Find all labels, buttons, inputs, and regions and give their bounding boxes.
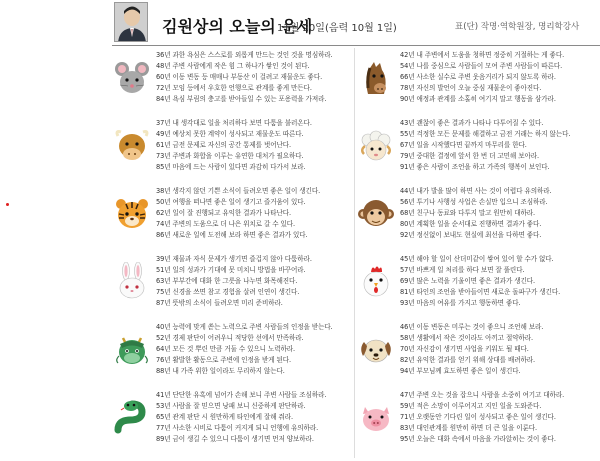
fortune-line: 49년 예상치 못한 계약이 성사되고 재물운도 따른다. <box>156 130 304 138</box>
fortune-line: 92년 정신없이 보내도 현실에 최선을 다하면 좋다. <box>400 231 542 239</box>
zodiac-block-ox <box>112 118 356 186</box>
fortune-line: 42년 내 주변에서 도움을 청하면 정중히 거절하는 게 좋다. <box>400 51 565 59</box>
fortune-line: 70년 자신감이 생기면 사업을 키워도 될 때다. <box>400 345 529 353</box>
dog-icon <box>356 330 396 370</box>
fortune-line: 82년 유익한 결과를 얻기 위해 상대를 배려하라. <box>400 356 536 364</box>
fortune-line: 88년 내 가족 위한 일이라도 무리하지 않는다. <box>156 367 285 375</box>
monkey-icon <box>356 194 396 234</box>
rat-icon <box>112 58 152 98</box>
fortune-line: 64년 모든 것 뿌린 만큼 거둘 수 있으니 노력하라. <box>156 345 296 353</box>
red-dot-marker <box>6 203 9 206</box>
ox-icon <box>112 126 152 166</box>
date-label: 11월 20일(음력 10월 1일) <box>277 23 397 34</box>
fortune-line: 69년 많은 노력을 기울이면 좋은 결과가 생긴다. <box>400 277 536 285</box>
fortune-line: 47년 주변 오는 것을 잡으니 사람을 소중히 여기고 대하라. <box>400 391 565 399</box>
zodiac-block-rooster <box>356 254 600 322</box>
sheep-icon <box>356 126 396 166</box>
fortune-line: 78년 자신의 발언이 오늘 중심 재물운이 좋아진다. <box>400 84 542 92</box>
fortune-line: 75년 신경을 쓰면 참고 경험을 살려 인연이 생긴다. <box>156 288 300 296</box>
fortune-line: 95년 오늘은 대화 속에서 마음을 가라앉히는 것이 좋다. <box>400 435 556 443</box>
fortune-line: 46년 이동 변동은 미루는 것이 좋으니 조언해 보라. <box>400 323 544 331</box>
rabbit-icon <box>112 262 152 302</box>
fortune-line: 80년 계획한 일을 순서대로 진행하면 결과가 좋다. <box>400 220 542 228</box>
fortune-line: 39년 재물과 자식 문제가 생기면 즐겁지 않아 다툼하라. <box>156 255 312 263</box>
fortune-line: 83년 대인관계를 원만히 하면 더 큰 일을 이룬다. <box>400 424 538 432</box>
fortune-line: 36년 과한 욕심은 스스로를 외롭게 만드는 것인 것을 명심하라. <box>156 51 333 59</box>
fortune-line: 71년 오랫동안 기다린 일이 성사되고 좋은 일이 생긴다. <box>400 413 556 421</box>
zodiac-block-horse <box>356 50 600 118</box>
fortune-line: 73년 주변과 화합을 이루는 유연한 대처가 필요하다. <box>156 152 304 160</box>
fortune-line: 37년 내 생각대로 일을 처리하다 보면 다툼을 불러온다. <box>156 119 312 127</box>
fortune-line: 45년 해야 할 일이 산더미같이 쌓여 있어 할 수가 없다. <box>400 255 554 263</box>
fortune-line: 53년 사람을 잘 믿으면 낭패 보니 신중하게 판단하라. <box>156 402 306 410</box>
author-label: 표(단) 작명·역학원장, 명리학강사 <box>455 22 580 32</box>
zodiac-block-rat <box>112 50 356 118</box>
fortune-line: 67년 일을 시작했다면 끝까지 마무리를 한다. <box>400 141 527 149</box>
fortune-line: 66년 사소한 실수로 주변 웃음거리가 되지 않도록 하라. <box>400 73 556 81</box>
fortune-line: 85년 마음에 드는 사람이 있다면 과감히 다가서 보라. <box>156 163 306 171</box>
fortune-line: 76년 활발한 활동으로 주변에 인정을 받게 된다. <box>156 356 292 364</box>
fortune-line: 59년 적은 소망이 이루어지고 지인 일을 도와준다. <box>400 402 542 410</box>
horoscope-page <box>112 0 600 461</box>
author-photo <box>114 2 148 42</box>
rooster-icon <box>356 262 396 302</box>
fortune-line: 54년 나를 중심으로 사람들이 모여 주변 사람들이 따른다. <box>400 62 563 70</box>
fortune-line: 41년 단단한 유혹에 넘어가 손해 보니 주변 사람들 조심하라. <box>156 391 327 399</box>
fortune-line: 77년 사소한 시비로 다툼이 커지게 되니 언행에 유의하라. <box>156 424 319 432</box>
fortune-line: 79년 중대한 결정에 앞서 한 번 더 고민해 보아라. <box>400 152 540 160</box>
zodiac-block-pig <box>356 390 600 458</box>
header <box>112 0 600 46</box>
fortune-line: 43년 괜찮이 좋은 결과가 나타나 다투어질 수 있다. <box>400 119 544 127</box>
fortune-line: 61년 금전 문제로 자신의 공간 통제를 벗어난다. <box>156 141 292 149</box>
fortune-line: 44년 내가 발을 많이 하면 사는 것이 어렵다 유의하라. <box>400 187 552 195</box>
dragon-icon <box>112 330 152 370</box>
page-title: 김원상의 오늘의 운세 <box>162 17 313 36</box>
zodiac-block-monkey <box>356 186 600 254</box>
fortune-line: 89년 금이 생길 수 있으니 다툼이 생기면 먼저 양보하라. <box>156 435 314 443</box>
fortune-line: 38년 생각지 않던 기쁜 소식이 들려오면 좋은 일이 생긴다. <box>156 187 321 195</box>
fortune-line: 81년 타인의 조언을 받아들이면 새로운 돌파구가 생긴다. <box>400 288 561 296</box>
snake-icon <box>112 398 152 438</box>
pig-icon <box>356 398 396 438</box>
fortune-line: 55년 걱정한 모든 문제를 해결하고 금전 거래는 하지 않는다. <box>400 130 571 138</box>
fortune-line: 52년 경제 판단이 어려우니 적당한 선에서 만족하라. <box>156 334 304 342</box>
fortune-line: 91년 좋은 사람이 조언을 하고 가족의 행복이 보인다. <box>400 163 550 171</box>
fortune-line: 90년 애정과 관계를 소홀히 여기지 말고 행동을 삼가라. <box>400 95 556 103</box>
fortune-line: 94년 부모님께 효도하면 좋은 일이 생긴다. <box>400 367 521 375</box>
fortune-line: 68년 친구나 동료와 다투지 말고 원만히 대하라. <box>400 209 536 217</box>
fortune-line: 50년 여행을 떠나면 좋은 일이 생기고 즐거움이 있다. <box>156 198 306 206</box>
fortune-line: 60년 이동 변동 등 매매나 부동산 이 걸려고 재물운도 좋다. <box>156 73 323 81</box>
fortune-line: 72년 모임 등에서 우호한 언행으로 관계를 좋게 만든다. <box>156 84 312 92</box>
zodiac-block-rabbit <box>112 254 356 322</box>
fortune-line: 63년 부부간에 대화 한 그릇을 나누면 화목해진다. <box>156 277 298 285</box>
zodiac-block-dragon <box>112 322 356 390</box>
fortune-line: 62년 일이 잘 진행되고 유익한 결과가 나타난다. <box>156 209 292 217</box>
fortune-line: 40년 능력에 맞게 쏟는 노력으로 주변 사람들의 인정을 받는다. <box>156 323 333 331</box>
fortune-line: 57년 바쁘게 일 처리를 하다 보면 잘 풀린다. <box>400 266 525 274</box>
fortune-line: 87년 뜻밖의 소식이 들려오면 미리 준비하라. <box>156 299 283 307</box>
fortune-line: 56년 투기나 사행성 사업은 손실만 입으니 조심하라. <box>400 198 548 206</box>
zodiac-block-tiger <box>112 186 356 254</box>
fortune-line: 93년 마음의 여유를 가지고 행동하면 좋다. <box>400 299 521 307</box>
zodiac-block-snake <box>112 390 356 458</box>
fortune-line: 74년 주변의 도움으로 더 나은 위치로 갈 수 있다. <box>156 220 296 228</box>
zodiac-block-dog <box>356 322 600 390</box>
fortune-line: 58년 생활에서 작은 것이라도 아끼고 절약하라. <box>400 334 534 342</box>
horse-icon <box>356 58 396 98</box>
fortune-line: 84년 욕심 부림의 충고를 받아들일 수 있는 포용력을 가져라. <box>156 95 327 103</box>
fortune-line: 86년 새로운 일에 도전해 보라 하면 좋은 결과가 있다. <box>156 231 308 239</box>
fortune-line: 48년 주변 사람에게 작은 힘 그 하나가 쌓인 것이 된다. <box>156 62 310 70</box>
tiger-icon <box>112 194 152 234</box>
fortune-line: 51년 일의 성과가 기대에 못 미치니 방법을 바꾸어라. <box>156 266 306 274</box>
zodiac-block-sheep <box>356 118 600 186</box>
fortune-line: 65년 관계 판단 시 원만하게 타인에게 잘해 줘라. <box>156 413 294 421</box>
